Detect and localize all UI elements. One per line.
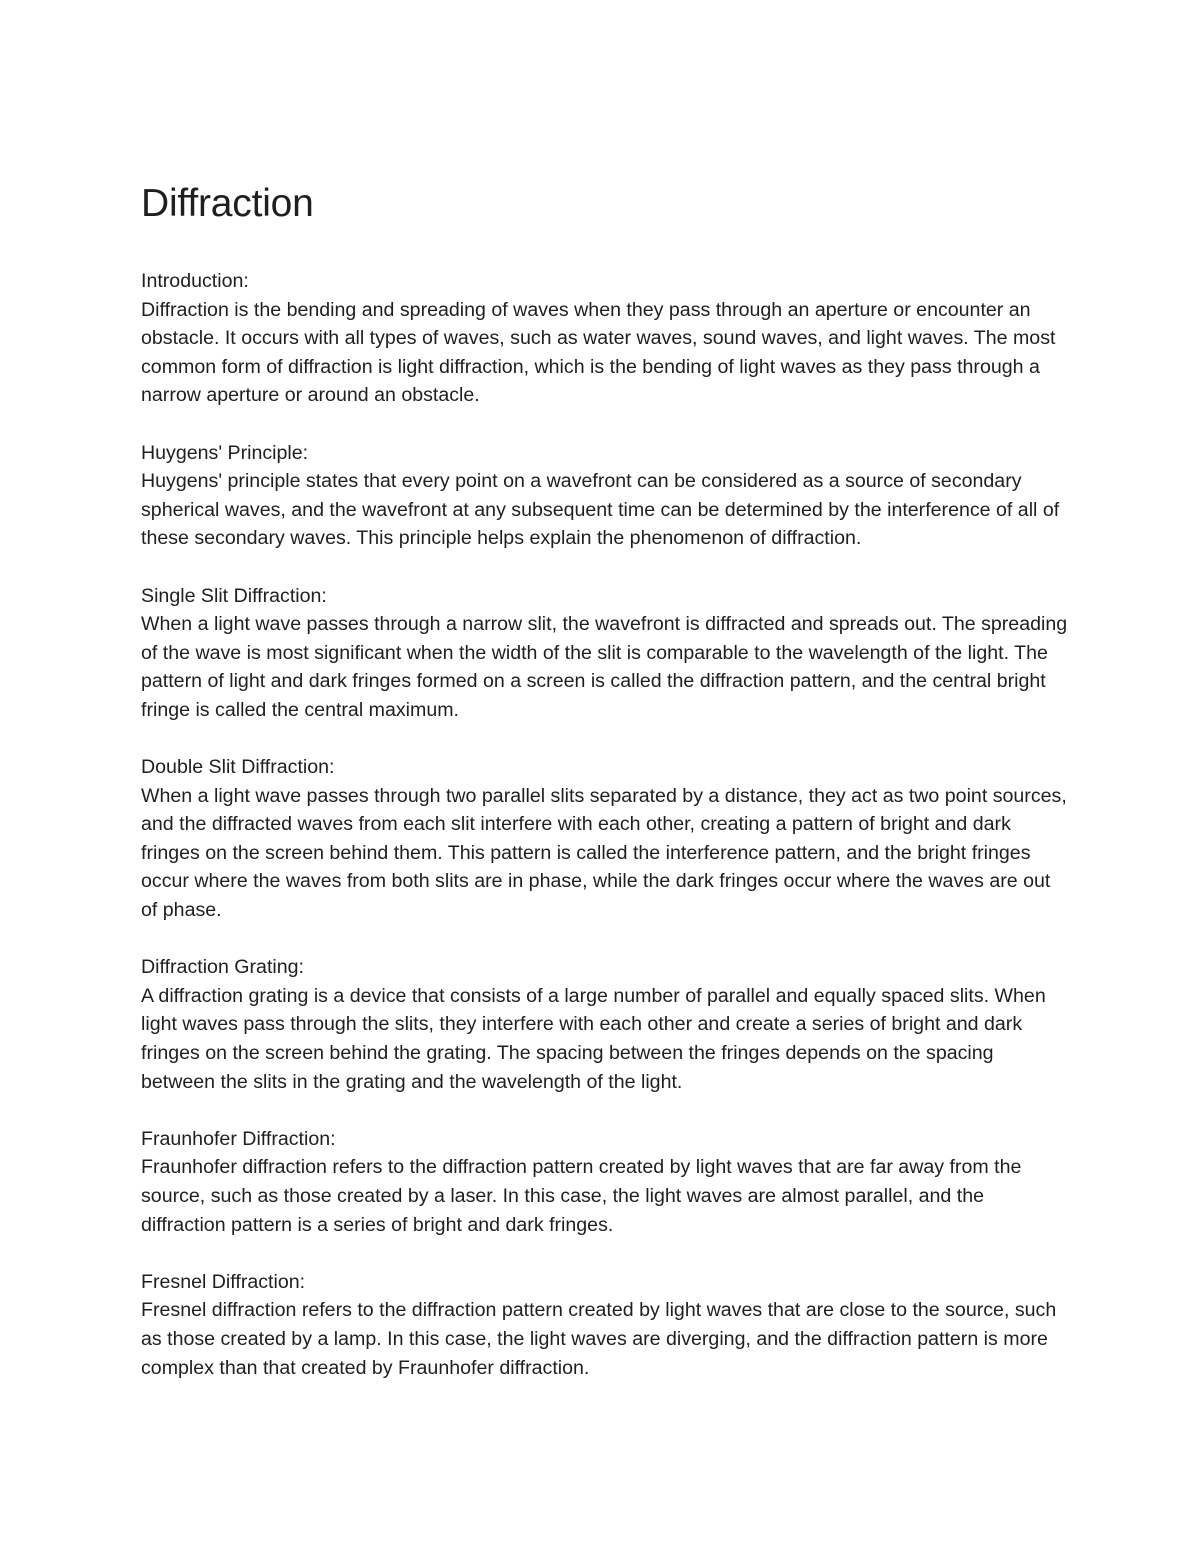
section-diffraction-grating — [141, 953, 1071, 1096]
section-heading: Huygens' Principle: — [141, 441, 309, 464]
document-title: Diffraction — [141, 182, 314, 225]
section-huygens-principle — [141, 439, 1071, 553]
section-body: A diffraction grating is a device that consists of a large number of parallel and equally spaced slits. When light waves pass through the slits, they interfere with each other and create a series of bright and dark fringes on the screen behind the grating. The spacing between the fringes depends on the spacing between the slits in the grating and the wavelength of the light. — [141, 984, 1046, 1093]
section-body: Fresnel diffraction refers to the diffraction pattern created by light waves that are close to the source, such as those created by a lamp. In this case, the light waves are diverging, and the diffraction pattern is more complex than that created by Fraunhofer diffraction. — [141, 1299, 1057, 1379]
section-heading: Fraunhofer Diffraction: — [141, 1127, 336, 1150]
document-page — [141, 178, 1071, 1411]
section-fraunhofer — [141, 1125, 1071, 1239]
section-double-slit — [141, 753, 1071, 925]
section-body: When a light wave passes through a narrow slit, the wavefront is diffracted and spreads out. The spreading of the wave is most significant when the width of the slit is comparable to the wavelength of the light. The pattern of light and dark fringes formed on a screen is called the diffraction pattern, and the central bright fringe is called the central maximum. — [141, 613, 1068, 721]
section-body: When a light wave passes through two parallel slits separated by a distance, they act as two point sources, and the diffracted waves from each slit interfere with each other, creating a pattern of bright and dark fringes on the screen behind them. This pattern is called the interference pattern, and the bright fringes occur where the waves from both slits are in phase, while the dark fringes occur where the waves are out of phase. — [141, 784, 1067, 922]
section-heading: Fresnel Diffraction: — [141, 1270, 306, 1293]
section-heading: Diffraction Grating: — [141, 956, 304, 979]
section-fresnel — [141, 1268, 1071, 1382]
section-heading: Introduction: — [141, 270, 249, 292]
section-heading: Single Slit Diffraction: — [141, 584, 327, 607]
section-single-slit — [141, 582, 1071, 725]
section-introduction — [141, 267, 1071, 410]
section-body: Huygens' principle states that every point on a wavefront can be considered as a source of secondary spherical waves, and the wavefront at any subsequent time can be determined by the interference of all of these secondary waves. This principle helps explain the phenomenon of diffraction. — [141, 470, 1060, 550]
section-heading: Double Slit Diffraction: — [141, 756, 335, 779]
section-body: Diffraction is the bending and spreading of waves when they pass through an aperture or encounter an obstacle. It occurs with all types of waves, such as water waves, sound waves, and light waves. The most common form of diffraction is light diffraction, which is the bending of light waves as they pass through a narrow aperture or around an obstacle. — [141, 298, 1056, 407]
section-body: Fraunhofer diffraction refers to the diffraction pattern created by light waves that are far away from the source, such as those created by a laser. In this case, the light waves are almost parallel, and the diffraction pattern is a series of bright and dark fringes. — [141, 1156, 1022, 1236]
